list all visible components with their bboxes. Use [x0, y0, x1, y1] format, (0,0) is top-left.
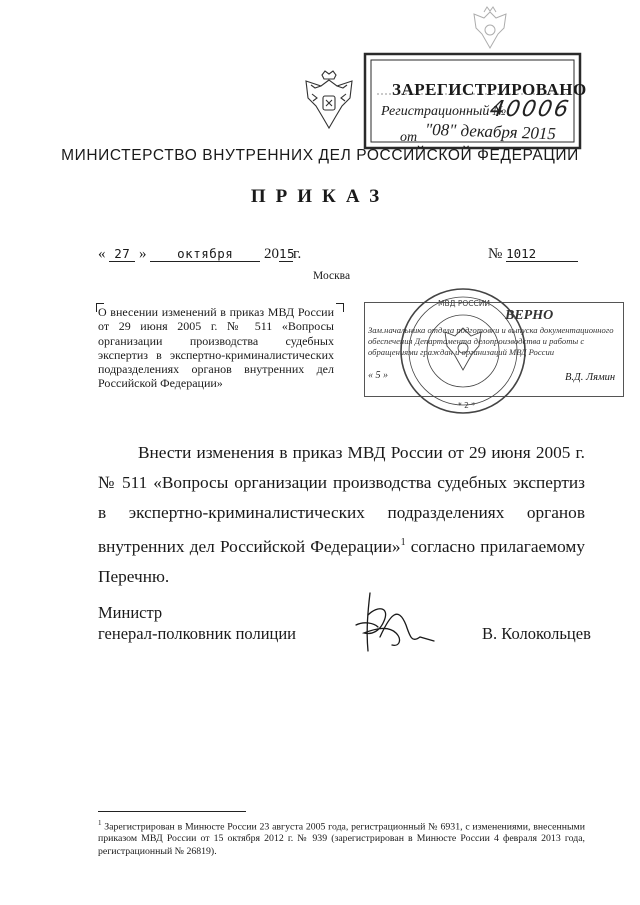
order-number-value: 1012: [506, 246, 578, 262]
footnote-mark: 1: [98, 819, 102, 827]
approval-stamp-signer: В.Д. Лямин: [565, 372, 616, 383]
approval-stamp-date: « 5 »: [368, 370, 388, 381]
order-subject: О внесении изменений в приказ МВД России от 29 июня 2005 г. № 511 «Вопросы организации производства судебных экспертиз в экспертно-криминалистических подразделениях органов внутренних дел Российской Федерации»: [98, 305, 334, 391]
registration-date-value: "08" декабря 2015: [424, 119, 557, 144]
subject-bracket-right: [336, 303, 344, 312]
order-day: 27: [109, 246, 135, 262]
footnote-text: Зарегистрирован в Минюсте России 23 августа 2005 года, регистрационный № 6931, с изменениями, внесенными приказом МВД России от 15 октября 2012 г. № 939 (зарегистрирован в Минюсте России 4 февраля 2013 года, регистрационный № 26819).: [98, 821, 585, 857]
footnote: [98, 817, 585, 858]
order-number: [488, 246, 578, 263]
footnote-divider: [98, 811, 246, 812]
svg-text:МВД РОССИИ: МВД РОССИИ: [438, 299, 490, 308]
signer-rank: генерал-полковник полиции: [98, 624, 297, 643]
body-tail-text: согласно прилагаемому Перечню.: [98, 536, 585, 586]
quote-open: «: [98, 246, 106, 262]
signer-position: Министр: [98, 603, 163, 622]
registration-number-label: Регистрационный №: [381, 104, 507, 119]
signer-name: В. Колокольцев: [482, 624, 591, 643]
order-month: октября: [150, 246, 260, 262]
body-footnote-mark: 1: [400, 537, 406, 548]
russian-coat-of-arms-icon: [300, 70, 358, 132]
ministry-name: МИНИСТЕРСТВО ВНУТРЕННИХ ДЕЛ РОССИЙСКОЙ ФЕДЕРАЦИИ: [61, 147, 579, 164]
coat-of-arms-faint-icon: [464, 4, 516, 56]
order-number-label: №: [488, 246, 503, 262]
quote-close: »: [139, 246, 147, 262]
svg-text:* 2 *: * 2 *: [458, 401, 476, 410]
order-body: [98, 438, 585, 592]
handwritten-signature-icon: [350, 585, 440, 655]
order-year-suffix: 15: [279, 246, 296, 261]
approval-stamp-heading: ВЕРНО: [505, 308, 554, 323]
document-title: ПРИКАЗ: [250, 186, 390, 207]
order-year-unit: г.: [293, 246, 302, 262]
registration-number-value: 40006: [487, 97, 573, 122]
body-main-text: Внести изменения в приказ МВД России от 29 июня 2005 г. № 511 «Вопросы организации производства судебных экспертиз в экспертно-криминалистических подразделениях органов внутренних дел Российской Федерации»: [98, 443, 585, 556]
registration-stamp-title: ЗАРЕГИСТРИРОВАНО: [392, 80, 587, 99]
order-date: [98, 246, 301, 263]
approval-stamp-text: Зам.начальника отдела подготовки и выпуска документационного обеспечения Департамента делопроизводства и работы с обращениями граждан и организаций МВД России: [368, 325, 614, 357]
order-city: Москва: [313, 270, 351, 282]
order-year-prefix: 20: [264, 246, 279, 262]
registration-date-label: от: [400, 130, 418, 145]
